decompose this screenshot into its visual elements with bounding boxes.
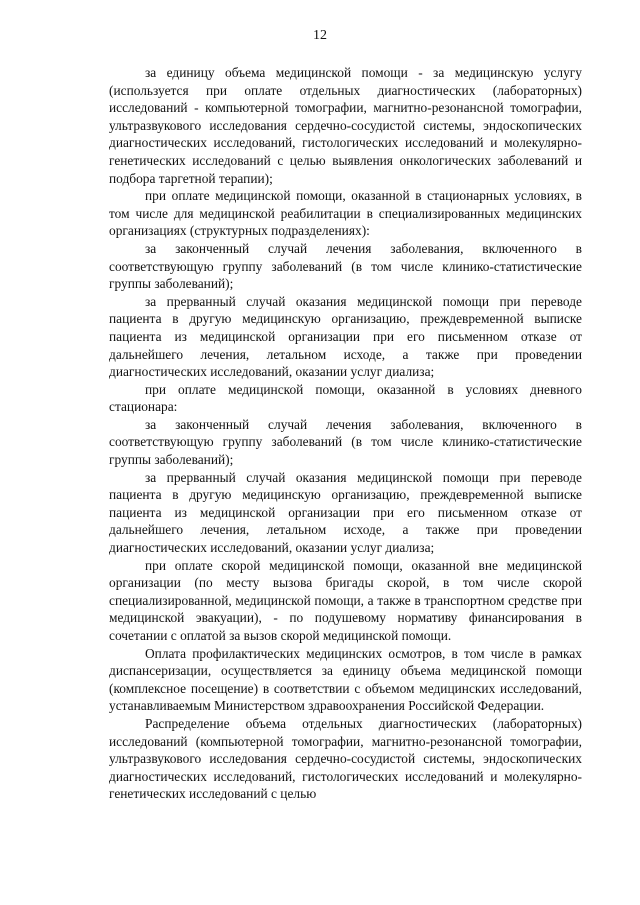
- document-body: [109, 64, 582, 803]
- paragraph-day-hospital-completed-case: за законченный случай лечения заболевания, включенного в соответствующую группу заболеваний (в том числе клинико-статистические группы заболеваний);: [109, 416, 582, 468]
- paragraph-day-hospital-payment: при оплате медицинской помощи, оказанной в условиях дневного стационара:: [109, 381, 582, 415]
- paragraph-service-unit: за единицу объема медицинской помощи - за медицинскую услугу (используется при оплате отдельных диагностических (лабораторных) исследований - компьютерной томографии, магнитно-резонансной томографии, ультразвукового исследования сердечно-сосудистой системы, эндоскопических диагностических исследований, гистологических исследований и молекулярно-генетических исследований с целью выявления онкологических заболеваний и подбора таргетной терапии);: [109, 65, 582, 186]
- paragraph-inpatient-payment: при оплате медицинской помощи, оказанной в стационарных условиях, в том числе для медицинской реабилитации в специализированных медицинских организациях (структурных подразделениях):: [109, 188, 582, 239]
- paragraph-preventive-checkups: Оплата профилактических медицинских осмотров, в том числе в рамках диспансеризации, осуществляется за единицу объема медицинской помощи (комплексное посещение) в соответствии с объемом медицинских исследований, устанавливаемым Министерством здравоохранения Российской Федерации.: [109, 645, 582, 714]
- paragraph-emergency-care-payment: при оплате скорой медицинской помощи, оказанной вне медицинской организации (по месту вызова бригады скорой, в том числе скорой специализированной, медицинской помощи, а также в транспортном средстве при медицинской эвакуации), - по подушевому нормативу финансирования в сочетании с оплатой за вызов скорой медицинской помощи.: [109, 557, 582, 643]
- paragraph-inpatient-completed-case: за законченный случай лечения заболевания, включенного в соответствующую группу заболеваний (в том числе клинико-статистические группы заболеваний);: [109, 240, 582, 292]
- paragraph-inpatient-interrupted-case: за прерванный случай оказания медицинской помощи при переводе пациента в другую медицинскую организацию, преждевременной выписке пациента из медицинской организации при его письменном отказе от дальнейшего лечения, летальном исходе, а также при проведении диагностических исследований, оказании услуг диализа;: [109, 293, 582, 380]
- paragraph-day-hospital-interrupted-case: за прерванный случай оказания медицинской помощи при переводе пациента в другую медицинскую организацию, преждевременной выписке пациента из медицинской организации при его письменном отказе от дальнейшего лечения, летальном исходе, а также при проведении диагностических исследований, оказании услуг диализа;: [109, 469, 582, 556]
- paragraph-diagnostic-distribution: Распределение объема отдельных диагностических (лабораторных) исследований (компьютерной томографии, магнитно-резонансной томографии, ультразвукового исследования сердечно-сосудистой системы, эндоскопических диагностических исследований, гистологических исследований и молекулярно-генетических исследований с целью: [109, 715, 582, 802]
- page-number: 12: [313, 28, 327, 43]
